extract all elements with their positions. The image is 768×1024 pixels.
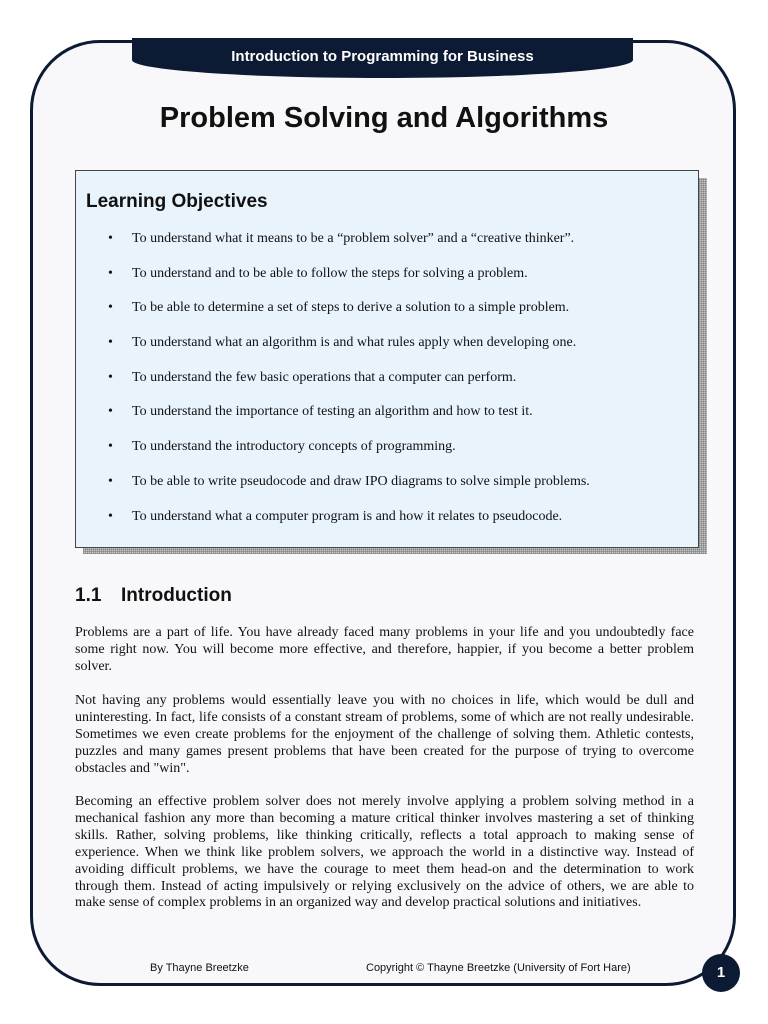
- bullet-icon: •: [108, 231, 113, 246]
- objective-text: To be able to write pseudocode and draw IPO diagrams to solve simple problems.: [132, 473, 590, 489]
- page-number-badge: [702, 954, 740, 992]
- objective-item: [76, 264, 696, 299]
- objective-text: To understand the importance of testing an algorithm and how to test it.: [132, 404, 533, 420]
- bullet-icon: •: [108, 300, 113, 316]
- paragraph: Problems are a part of life. You have already faced many problems in your life and you undoubtedly face some right now. You will become more effective, and therefore, happier, if you become a better problem solver.: [75, 625, 694, 674]
- bullet-icon: •: [108, 473, 113, 489]
- objective-text: To understand what it means to be a “problem solver” and a “creative thinker”.: [132, 231, 575, 246]
- paragraph: Not having any problems would essentially leave you with no choices in life, which would be dull and uninteresting. In fact, life consists of a constant stream of problems, some of which are not really undesirable. Sometimes we even create problems for the enjoyment of the challenge of solving them. Athletic contests, puzzles and many games present problems that have been created for the purpose of trying to overcome obstacles and "win".: [75, 693, 694, 776]
- paragraph: Becoming an effective problem solver does not merely involve applying a problem solving method in a mechanical fashion any more than becoming a mature critical thinker involves mastering a set of thinking skills. Rather, solving problems, like thinking critically, reflects a total approach to making sense of experience. When we think like problem solvers, we approach the world in a distinctive way. Instead of avoiding difficult problems, we have the courage to meet them head-on and the determination to work through them. Instead of acting impulsively or relying exclusively on the advice of others, we are able to make sense of complex problems in an organized way and develop practical solutions and initiatives.: [75, 794, 694, 911]
- objective-item: [76, 333, 696, 368]
- header-title: Introduction to Programming for Business: [231, 48, 534, 65]
- section-title: Introduction: [121, 585, 232, 606]
- objective-item: [76, 507, 696, 542]
- objective-item: [76, 402, 696, 437]
- bullet-icon: •: [108, 404, 113, 420]
- bullet-icon: •: [108, 369, 113, 385]
- objective-item: [76, 472, 696, 507]
- objective-text: To be able to determine a set of steps to derive a solution to a simple problem.: [132, 300, 570, 316]
- footer-author: By Thayne Breetzke: [150, 962, 249, 974]
- page-number: 1: [716, 964, 726, 981]
- learning-objectives-box: [75, 170, 699, 548]
- objective-text: To understand what an algorithm is and what rules apply when developing one.: [132, 335, 577, 351]
- objectives-list: [76, 229, 696, 541]
- objective-item: [76, 229, 696, 264]
- objective-text: To understand the few basic operations that a computer can perform.: [132, 369, 517, 385]
- objective-item: [76, 298, 696, 333]
- objective-text: To understand what a computer program is and how it relates to pseudocode.: [132, 508, 563, 524]
- header-banner: [132, 38, 633, 78]
- footer-copyright: Copyright © Thayne Breetzke (University of Fort Hare): [366, 962, 631, 974]
- bullet-icon: •: [108, 265, 113, 281]
- bullet-icon: •: [108, 439, 113, 455]
- objective-text: To understand and to be able to follow the steps for solving a problem.: [132, 265, 528, 281]
- objectives-title: Learning Objectives: [86, 191, 268, 212]
- bullet-icon: •: [108, 335, 113, 351]
- section-number: 1.1: [75, 585, 102, 606]
- objective-item: [76, 437, 696, 472]
- section-heading: [75, 585, 232, 607]
- objective-item: [76, 368, 696, 403]
- bullet-icon: •: [108, 508, 113, 524]
- objective-text: To understand the introductory concepts of programming.: [132, 439, 456, 455]
- page-title: Problem Solving and Algorithms: [159, 102, 609, 134]
